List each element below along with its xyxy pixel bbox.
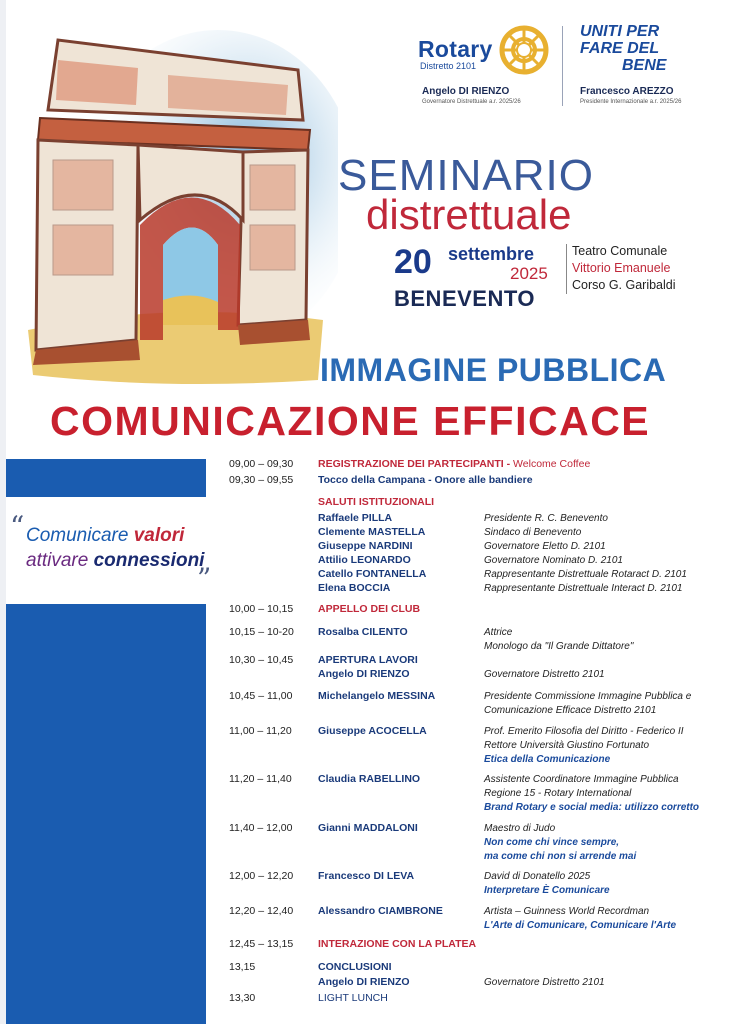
- rotary-wordmark: Rotary: [418, 36, 493, 62]
- speaker-name: Giuseppe NARDINI: [318, 540, 413, 552]
- speaker-name: Raffaele PILLA: [318, 512, 393, 524]
- speaker-name: Rosalba CILENTO: [318, 626, 408, 638]
- president-name: Francesco AREZZO: [580, 86, 674, 97]
- speaker-role: Presidente Commissione Immagine Pubblica e: [484, 691, 692, 702]
- program-title: Tocco della Campana - Onore alle bandiere: [318, 474, 533, 486]
- rotary-district: Distretto 2101: [420, 61, 477, 71]
- speaker-name: Michelangelo MESSINA: [318, 690, 436, 702]
- open-quote-icon: “: [10, 510, 25, 543]
- program-section: INTERAZIONE CON LA PLATEA: [318, 938, 477, 950]
- event-city: BENEVENTO: [394, 286, 536, 311]
- speaker-role: Governatore Nominato D. 2101: [484, 555, 623, 566]
- event-day: 20: [394, 243, 432, 281]
- speaker-name: Catello FONTANELLA: [318, 568, 427, 580]
- speaker-role: Maestro di Judo: [484, 823, 556, 834]
- speaker-name: Angelo DI RIENZO: [318, 976, 410, 988]
- governor-role: Governatore Distrettuale a.r. 2025/26: [422, 99, 521, 105]
- program-title: CONCLUSIONI: [318, 961, 392, 973]
- speaker-role: Rettore Università Giustino Fortunato: [484, 740, 650, 751]
- speaker-role: Comunicazione Efficace Distretto 2101: [484, 705, 657, 716]
- speaker-role: Prof. Emerito Filosofia del Diritto - Federico II: [484, 726, 684, 737]
- program-title: LIGHT LUNCH: [318, 992, 388, 1004]
- speaker-role: Artista – Guinness World Recordman: [484, 906, 650, 917]
- speaker-name: Giuseppe ACOCELLA: [318, 725, 427, 737]
- speaker-name: Elena BOCCIA: [318, 582, 391, 594]
- speaker-name: Clemente MASTELLA: [318, 526, 426, 538]
- speaker-role: Governatore Distretto 2101: [484, 669, 605, 680]
- title-seminario: SEMINARIO: [338, 151, 594, 200]
- event-month: settembre: [448, 244, 535, 264]
- talk-topic: Interpretare È Comunicare: [484, 885, 610, 896]
- slogan-text: Comunicare: [26, 525, 134, 546]
- talk-topic: Brand Rotary e social media: utilizzo corretto: [484, 802, 700, 813]
- speaker-role: Assistente Coordinatore Immagine Pubblica: [484, 774, 679, 785]
- program-time: 10,30 – 10,45: [229, 654, 294, 666]
- program-time: 12,20 – 12,40: [229, 905, 294, 917]
- title-distrettuale: distrettuale: [366, 191, 572, 238]
- speaker-role: Presidente R. C. Benevento: [484, 513, 608, 524]
- speaker-role: Governatore Eletto D. 2101: [484, 541, 606, 552]
- program-time: 12,45 – 13,15: [229, 938, 294, 950]
- headline-immagine: IMMAGINE PUBBLICA: [320, 352, 667, 388]
- speaker-role: Governatore Distretto 2101: [484, 977, 605, 988]
- program-title-text: REGISTRAZIONE DEI PARTECIPANTI -: [318, 458, 514, 470]
- program-title: APERTURA LAVORI: [318, 654, 418, 666]
- program-time: 09,30 – 09,55: [229, 474, 294, 486]
- program-time: 10,45 – 11,00: [229, 690, 293, 702]
- program-title: [318, 458, 590, 471]
- program-time: 13,30: [229, 992, 256, 1004]
- headline-comunicazione: COMUNICAZIONE EFFICACE: [50, 398, 651, 444]
- speaker-role: Attrice: [484, 627, 513, 638]
- speaker-name: Gianni MADDALONI: [318, 822, 418, 834]
- venue-line: Corso G. Garibaldi: [572, 278, 676, 292]
- speaker-name: Alessandro CIAMBRONE: [318, 905, 443, 917]
- venue-line: Teatro Comunale: [572, 244, 668, 258]
- slogan-text: attivare: [26, 550, 94, 571]
- program-time: 10,15 – 10-20: [229, 626, 294, 638]
- speaker-name: Angelo DI RIENZO: [318, 668, 410, 680]
- slogan-emphasis: connessioni: [93, 550, 205, 571]
- program-time: 10,00 – 10,15: [229, 603, 294, 615]
- talk-topic: Etica della Comunicazione: [484, 754, 611, 765]
- talk-topic: ma come chi non si arrende mai: [484, 851, 637, 862]
- event-year: 2025: [510, 264, 548, 283]
- program-time: 12,00 – 12,20: [229, 870, 294, 882]
- program-extra: Welcome Coffee: [513, 458, 591, 470]
- speaker-role: Monologo da "Il Grande Dittatore": [484, 641, 634, 652]
- program-section: SALUTI ISTITUZIONALI: [318, 496, 435, 508]
- program-time: 11,20 – 11,40: [229, 773, 292, 785]
- motto-line: BENE: [622, 57, 667, 74]
- governor-name: Angelo DI RIENZO: [422, 86, 510, 97]
- speaker-role: Regione 15 - Rotary International: [484, 788, 632, 799]
- talk-topic: Non come chi vince sempre,: [484, 837, 620, 848]
- program-time: 11,40 – 12,00: [229, 822, 293, 834]
- program-time: 09,00 – 09,30: [229, 458, 294, 470]
- venue-line: Vittorio Emanuele: [572, 261, 671, 275]
- president-role: Presidente Internazionale a.r. 2025/26: [580, 99, 682, 105]
- speaker-role: Rappresentante Distrettuale Rotaract D. 2101: [484, 569, 687, 580]
- speaker-role: David di Donatello 2025: [484, 871, 591, 882]
- slogan-emphasis: valori: [133, 525, 185, 546]
- talk-topic: L'Arte di Comunicare, Comunicare l'Arte: [484, 920, 677, 931]
- program-time: 11,00 – 11,20: [229, 725, 292, 737]
- program-time: 13,15: [229, 961, 256, 973]
- speaker-name: Francesco DI LEVA: [318, 870, 415, 882]
- motto-line: UNITI PER: [580, 23, 660, 40]
- speaker-role: Rappresentante Distrettuale Interact D. 2101: [484, 583, 683, 594]
- speaker-role: Sindaco di Benevento: [484, 527, 582, 538]
- motto-line: FARE DEL: [580, 40, 660, 57]
- speaker-name: Claudia RABELLINO: [318, 773, 421, 785]
- speaker-name: Attilio LEONARDO: [318, 554, 411, 566]
- close-quote-icon: ”: [197, 562, 212, 595]
- program-section: APPELLO DEI CLUB: [318, 603, 421, 615]
